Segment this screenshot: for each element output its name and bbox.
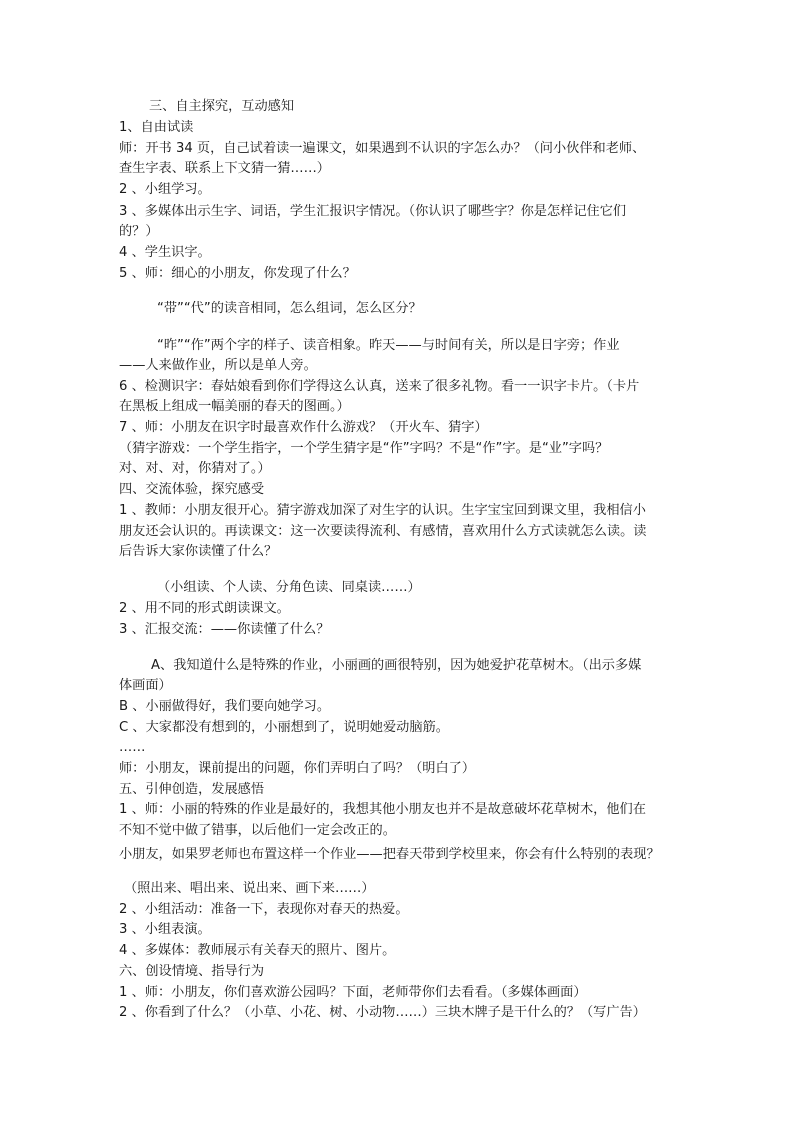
paragraph-line: ——人来做作业，所以是单人旁。 [119,358,317,373]
paragraph-line: 查生字表、联系上下文猜一猜……） [119,161,330,176]
paragraph-line: 3 、小组表演。 [119,922,211,937]
paragraph-line: 1、自由试读 [119,120,194,135]
section-heading-3: 三、自主探究，互动感知 [149,99,295,114]
paragraph-line: 后告诉大家你读懂了什么？ [119,544,278,559]
paragraph-line: 6 、检测识字：春姑娘看到你们学得这么认真，送来了很多礼物。看一一识字卡片。（卡片 [119,379,640,394]
paragraph-line: “带”“代”的读音相同，怎么组词，怎么区分？ [157,301,422,316]
paragraph-line: B 、小丽做得好，我们要向她学习。 [119,699,331,714]
paragraph-line: 1 、师：小丽的特殊的作业是最好的，我想其他小朋友也并不是故意破坏花草树木，他们在 [119,802,646,817]
paragraph-line: （小组读、个人读、分角色读、同桌读……） [157,580,421,595]
paragraph-line: 3 、多媒体出示生字、词语，学生汇报识字情况。（你认识了哪些字？你是怎样记住它们 [119,204,627,219]
section-heading-6: 六、创设情境、指导行为 [119,964,265,979]
paragraph-line: 4 、学生识字。 [119,245,211,260]
paragraph-line: 小朋友，如果罗老师也布置这样一个作业——把春天带到学校里来，你会有什么特别的表现？ [119,847,660,862]
paragraph-line: 1 、师：小朋友，你们喜欢游公园吗？下面，老师带你们去看看。（多媒体画面） [119,985,587,1000]
paragraph-line: 2 、你看到了什么？（小草、小花、树、小动物……）三块木牌子是干什么的？（写广告） [119,1005,646,1020]
paragraph-line: 3 、汇报交流：——你读懂了什么？ [119,622,330,637]
paragraph-line: A、我知道什么是特殊的作业，小丽画的画很特别，因为她爱护花草树木。（出示多媒 [151,658,642,673]
paragraph-line: （照出来、唱出来、说出来、画下来……） [124,881,375,896]
paragraph-line: 在黑板上组成一幅美丽的春天的图画。） [119,399,350,414]
paragraph-line: 不知不觉中做了错事，以后他们一定会改正的。 [119,823,396,838]
paragraph-line: 2 、用不同的形式朗读课文。 [119,601,290,616]
section-heading-5: 五、引伸创造，发展感悟 [119,782,265,797]
paragraph-line: 7 、师：小朋友在识字时最喜欢作什么游戏？（开火车、猜字） [119,420,488,435]
paragraph-line: 2 、小组学习。 [119,182,211,197]
paragraph-line: 对、对、对，你猜对了。） [119,461,271,476]
paragraph-line: 的？） [119,224,159,239]
paragraph-line: 朋友还会认识的。再读课文：这一次要读得流利、有感情，喜欢用什么方式读就怎么读。读 [119,524,647,539]
paragraph-line: 师：小朋友，课前提出的问题，你们弄明白了吗？（明白了） [119,761,476,776]
paragraph-line: 体画面） [119,678,172,693]
paragraph-line: 4 、多媒体：教师展示有关春天的照片、图片。 [119,943,396,958]
paragraph-line: 1 、教师：小朋友很开心。猜字游戏加深了对生字的认识。生字宝宝回到课文里，我相信小 [119,503,646,518]
paragraph-line: 5 、师：细心的小朋友，你发现了什么？ [119,266,356,281]
section-heading-4: 四、交流体验，探究感受 [119,482,265,497]
paragraph-line: 2 、小组活动：准备一下，表现你对春天的热爱。 [119,902,409,917]
paragraph-line: （猜字游戏：一个学生指字，一个学生猜字是“作”字吗？不是“作”字。是“业”字吗？ [119,441,609,456]
paragraph-line: C 、大家都没有想到的，小丽想到了，说明她爱动脑筋。 [119,720,449,735]
paragraph-line: …… [119,740,146,755]
paragraph-line: “昨”“作”两个字的样子、读音相象。昨天——与时间有关，所以是日字旁；作业 [157,338,620,353]
paragraph-line: 师：开书 34 页，自己试着读一遍课文，如果遇到不认识的字怎么办？（问小伙伴和老师、 [119,141,646,156]
